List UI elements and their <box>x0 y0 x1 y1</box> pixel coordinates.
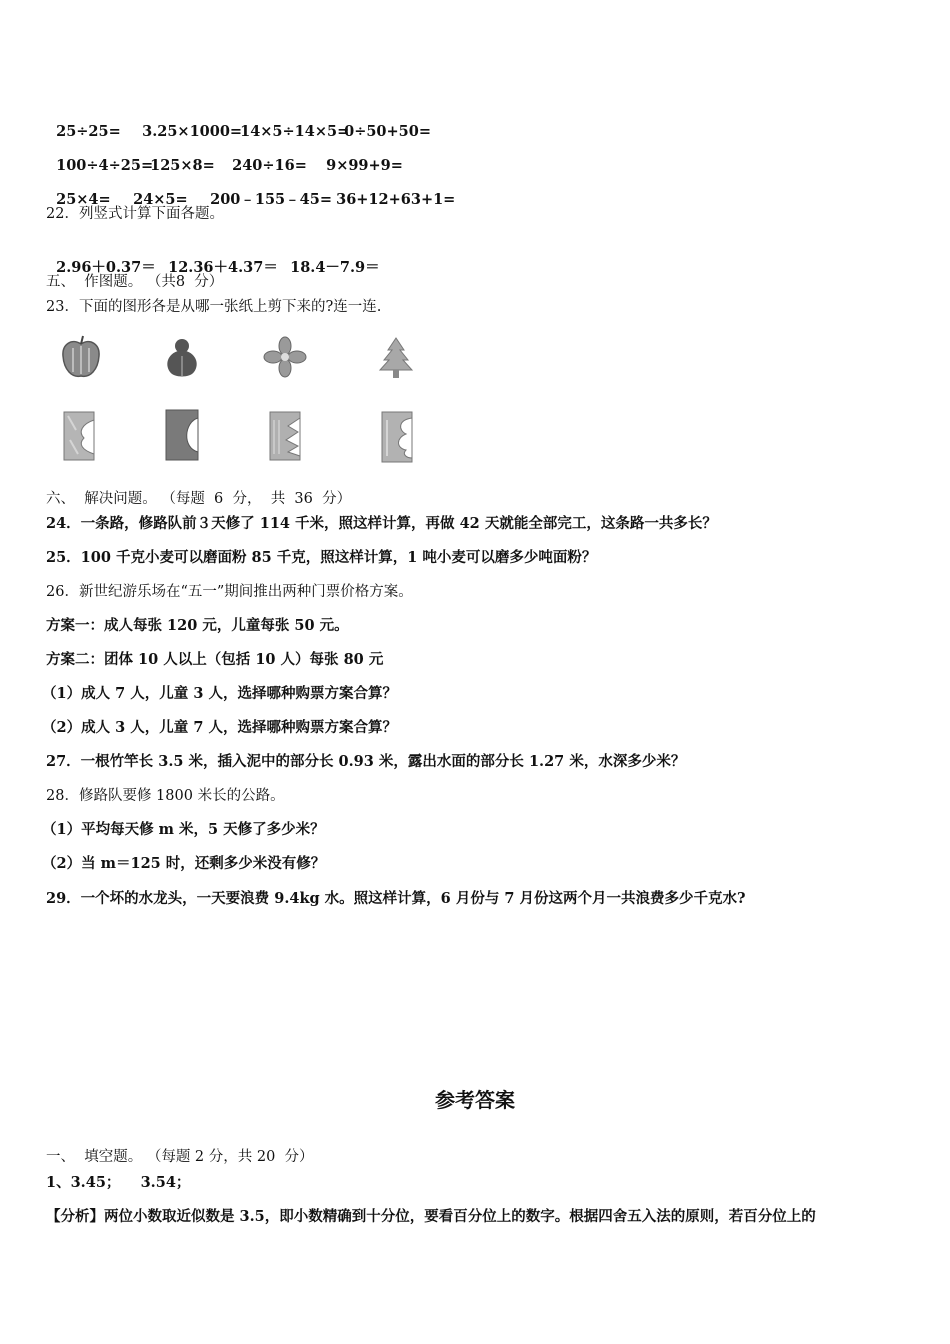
q26-sub-2: （2）成人 3 人，儿童 7 人，选择哪种购票方案合算？ <box>42 719 397 736</box>
vertical-calc-expr: 12.36＋4.37＝ <box>168 259 278 276</box>
calc-expr: 240÷16= <box>232 157 307 174</box>
calc-expr: 25×4= <box>56 191 111 208</box>
calc-expr: 25÷25= <box>56 123 121 140</box>
calc-expr: 9×99+9= <box>326 157 403 174</box>
section-5-heading: 五、 作图题。 （共8 分） <box>46 274 224 290</box>
vertical-calc-expr: 2.96＋0.37＝ <box>56 259 156 276</box>
calc-expr: 100÷4÷25= <box>56 157 154 174</box>
calc-expr: 0÷50+50= <box>344 123 432 140</box>
analysis-text: 【分析】两位小数取近似数是 3.5，即小数精确到十分位，要看百分位上的数字。根据四舍五入法的原则，若百分位上的 <box>46 1208 816 1225</box>
calc-expr: 36+12+63+1= <box>336 191 456 208</box>
gourd-shape-icon <box>162 334 202 380</box>
answer-section-1-heading: 一、 填空题。 （每题 2 分，共 20 分） <box>46 1149 314 1165</box>
question-22: 22．列竖式计算下面各题。 <box>46 206 224 222</box>
question-24: 24．一条路，修路队前３天修了 114 千米，照这样计算，再做 42 天就能全部完工，这条路一共多长？ <box>46 515 717 532</box>
calc-expr: 24×5= <box>133 191 188 208</box>
folded-paper-leaf-icon <box>62 410 96 462</box>
q26-plan-1: 方案一：成人每张 120 元，儿童每张 50 元。 <box>46 617 349 634</box>
q28-sub-1: （1）平均每天修 m 米，5 天修了多少米？ <box>42 821 325 838</box>
question-28: 28．修路队要修 1800 米长的公路。 <box>46 788 285 804</box>
flower-shape-icon <box>262 336 308 378</box>
q28-sub-2: （2）当 m＝125 时，还剩多少米没有修？ <box>42 855 326 872</box>
calc-expr: 3.25×1000= <box>142 123 243 140</box>
question-26: 26．新世纪游乐场在“五一”期间推出两种门票价格方案。 <box>46 584 413 600</box>
vertical-calc-expr: 18.4－7.9＝ <box>290 259 380 276</box>
answer-1: 1、3.45； 3.54； <box>46 1174 191 1191</box>
folded-paper-half-circle-icon <box>164 408 200 462</box>
question-29: 29．一个坏的水龙头，一天要浪费 9.4kg 水。照这样计算，6 月份与 7 月份这两个月一共浪费多少千克水? <box>46 890 746 907</box>
folded-paper-zigzag-icon <box>268 410 302 462</box>
tree-shape-icon <box>376 336 416 380</box>
apple-shape-icon <box>58 334 104 380</box>
calc-expr: 125×8= <box>150 157 215 174</box>
folded-paper-wave-icon <box>380 410 414 464</box>
calc-expr: 200﹣155﹣45= <box>210 191 332 208</box>
question-27: 27．一根竹竿长 3.5 米，插入泥中的部分长 0.93 米，露出水面的部分长 1.27 米，水深多少米？ <box>46 753 686 770</box>
answer-title: 参考答案 <box>435 1088 515 1112</box>
q26-sub-1: （1）成人 7 人，儿童 3 人，选择哪种购票方案合算？ <box>42 685 397 702</box>
section-6-heading: 六、 解决问题。 （每题 6 分， 共 36 分） <box>46 491 352 507</box>
question-25: 25．100 千克小麦可以磨面粉 85 千克，照这样计算，1 吨小麦可以磨多少吨面粉？ <box>46 549 597 566</box>
calc-expr: 14×5÷14×5= <box>240 123 350 140</box>
question-23: 23．下面的图形各是从哪一张纸上剪下来的?连一连. <box>46 299 382 315</box>
q26-plan-2: 方案二：团体 10 人以上（包括 10 人）每张 80 元 <box>46 651 384 668</box>
